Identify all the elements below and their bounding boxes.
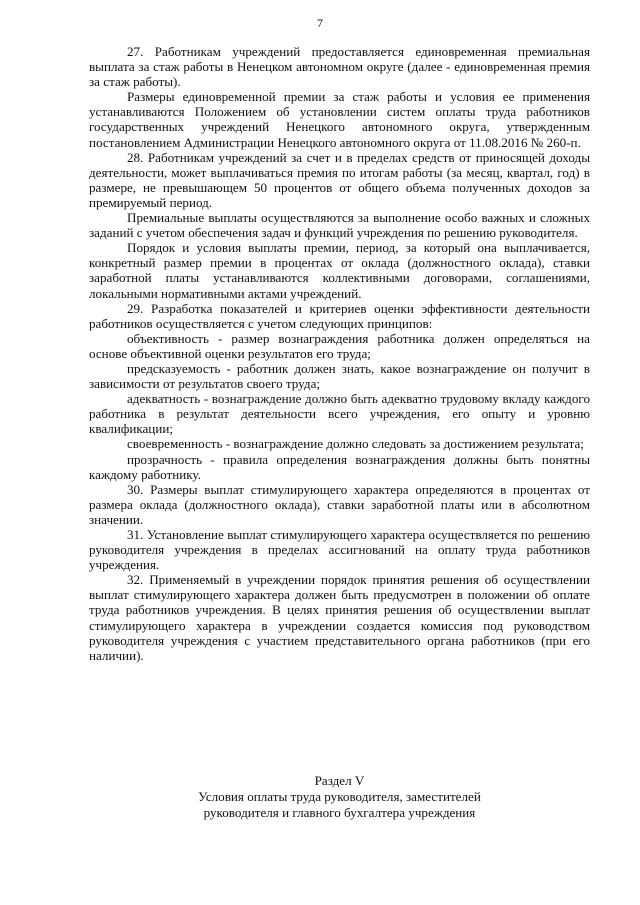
paragraph-31: 31. Установление выплат стимулирующего характера осуществляется по решению руководителя учреждения в пределах ассигнований на оплату труда работников учреждения. bbox=[89, 527, 590, 573]
principle-objectivity: объективность - размер вознаграждения работника должен определяться на основе объективной оценки результатов его труда; bbox=[89, 330, 590, 361]
paragraph-28-premium-conditions: Премиальные выплаты осуществляются за выполнение особо важных и сложных заданий с учетом обеспечения задач и функций учреждения по решению руководителя. bbox=[89, 210, 590, 241]
paragraph-27-premium-size: Размеры единовременной премии за стаж работы и условия ее применения устанавливаются Положением об установлении систем оплаты труда работников государственных учреждений Ненецкого автономного округа, утвержденным постановлением Администрации Ненецкого автономного округа от 11.08.2016 № 260-п. bbox=[89, 89, 590, 150]
paragraph-27: 27. Работникам учреждений предоставляется единовременная премиальная выплата за стаж работы в Ненецком автономном округе (далее - единовременная премия за стаж работы). bbox=[89, 44, 590, 90]
paragraph-32: 32. Применяемый в учреждении порядок принятия решения об осуществлении выплат стимулирующего характера должен быть предусмотрен в положении об оплате труда работников учреждения. В целях принятия решения об осуществлении выплат стимулирующего характера в учреждении создается комиссия под руководством руководителя учреждения с участием представительного органа работников (при его наличии). bbox=[89, 572, 590, 663]
principle-timeliness: своевременность - вознаграждение должно следовать за достижением результата; bbox=[127, 436, 584, 452]
principle-predictability: предсказуемость - работник должен знать, какое вознаграждение он получит в зависимости от результатов своего труда; bbox=[89, 360, 590, 392]
paragraph-30: 30. Размеры выплат стимулирующего характера определяются в процентах от размера оклада (должностного оклада), ставки заработной платы или в абсолютном значении. bbox=[89, 481, 590, 527]
section-title-line-2: руководителя и главного бухгалтера учреждения bbox=[203, 805, 476, 820]
document-body bbox=[89, 44, 590, 663]
section-title-line-1: Условия оплаты труда руководителя, заместителей bbox=[198, 789, 481, 804]
paragraph-28: 28. Работникам учреждений за счет и в пределах средств от приносящей доходы деятельности, может выплачиваться премия по итогам работы (за месяц, квартал, год) в размере, не превышающем 50 процентов от общего объема полученных доходов за премируемый период. bbox=[89, 149, 590, 210]
principle-adequacy: адекватность - вознаграждение должно быть адекватно трудовому вкладу каждого работника в результат деятельности всего учреждения, его опыту и уровню квалификации; bbox=[89, 391, 590, 437]
principle-transparency: прозрачность - правила определения вознаграждения должны быть понятны каждому работнику. bbox=[89, 451, 590, 482]
paragraph-29: 29. Разработка показателей и критериев оценки эффективности деятельности работников осуществляется с учетом следующих принципов: bbox=[89, 300, 590, 331]
page-number: 7 bbox=[317, 16, 323, 30]
section-label: Раздел V bbox=[314, 773, 365, 788]
section-heading bbox=[89, 773, 590, 821]
paragraph-28-payment-order: Порядок и условия выплаты премии, период, за который она выплачивается, конкретный размер премии в процентах от оклада (должностного оклада), ставки заработной платы устанавливаются коллективными договорами, соглашениями, локальными нормативными актами учреждений. bbox=[89, 240, 590, 301]
